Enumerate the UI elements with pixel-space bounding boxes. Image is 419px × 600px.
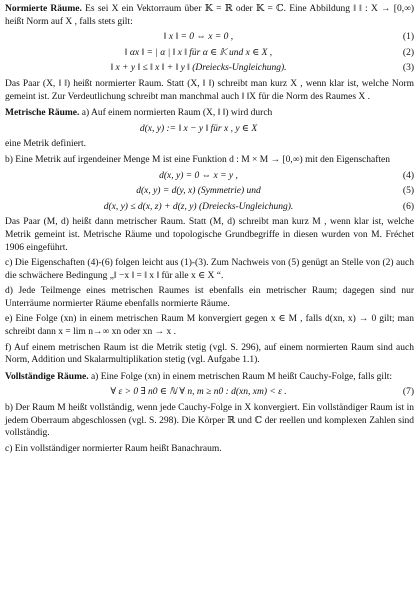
- equation-4: d(x, y) = 0 ⇔ x = y , (4): [159, 170, 414, 181]
- section-title-complete: Vollständige Räume.: [5, 371, 89, 382]
- section-title-metric: Metrische Räume.: [5, 108, 80, 119]
- metric-item-a: a) Auf einem normierten Raum (X, ‖ ‖) wird durch: [81, 108, 273, 119]
- equation-number: (4): [402, 170, 414, 181]
- section-title-normed: Normierte Räume.: [5, 4, 82, 14]
- equation-number: (6): [402, 201, 414, 212]
- metric-item-a-end: eine Metrik definiert.: [5, 139, 86, 150]
- complete-item-a: a) Eine Folge (xn) in einem metrischen Raum M heißt Cauchy-Folge, falls gilt:: [90, 371, 392, 382]
- equation-5: d(x, y) = d(y, x) (Symmetrie) und (5): [136, 186, 414, 197]
- equation-number: (2): [402, 47, 414, 58]
- normed-spaces-intro: [5, 3, 414, 28]
- equation-metric-def: d(x, y) := ‖ x − y ‖ für x , y ∈ X: [139, 123, 258, 134]
- equation-number: (7): [402, 387, 414, 398]
- normed-definition-text: Es sei X ein Vektorraum über 𝕂 = ℝ oder 𝕂 = ℂ. Eine Abbildung ‖ ‖ : X → [0,∞) heißt Norm auf X , falls stets gilt:: [5, 4, 415, 27]
- complete-item-b: b) Der Raum M heißt vollständig, wenn jede Cauchy-Folge in X konvergiert. Ein vollständiger Raum ist in jedem Oberraum abgeschlossen (vgl. S. 298). Die Körper ℝ und ℂ der reellen und komplexen Zahlen sind vollständig.: [5, 403, 414, 439]
- complete-spaces-intro: [5, 371, 414, 384]
- complete-item-c: c) Ein vollständiger normierter Raum heißt Banachraum.: [5, 443, 222, 454]
- equation-6: d(x, y) ≤ d(x, z) + d(z, y) (Dreiecks-Ungleichung). (6): [103, 201, 414, 212]
- equation-7: ∀ ε > 0 ∃ n0 ∈ ℕ ∀ n, m ≥ n0 : d(xn, xm) < ε . (7): [110, 387, 414, 398]
- metric-item-c: c) Die Eigenschaften (4)-(6) folgen leicht aus (1)-(3). Zum Nachweis von (5) genügt an Stelle von (2) auch die schwächere Bedingung „‖ −x ‖ = ‖ x ‖ für alle x ∈ X “.: [5, 258, 414, 281]
- normed-space-paragraph: Das Paar (X, ‖ ‖) heißt normierter Raum. Statt (X, ‖ ‖) schreibt man kurz X , wenn klar ist, welche Norm gemeint ist. Zur Verdeutlichung schreibt man manchmal auch ‖ ‖X für die Norm des Raumes X .: [5, 78, 414, 102]
- metric-item-b-continued: Das Paar (M, d) heißt dann metrischer Raum. Statt (M, d) schreibt man kurz M , wenn klar ist, welche Metrik gemeint ist. Metrische Räume und topologische Grundbegriffe in diesen wurden von M. Fréchet 1906 eingeführt.: [5, 217, 414, 253]
- metric-item-b: b) Eine Metrik auf irgendeiner Menge M ist eine Funktion d : M × M → [0,∞) mit den Eigenschaften: [5, 154, 391, 165]
- metric-item-f: f) Auf einem metrischen Raum ist die Metrik stetig (vgl. S. 296), auf einem normierten Raum sind auch Norm, Addition und Skalarmultiplikation stetig (vgl. Aufgabe 1.1).: [5, 342, 414, 366]
- equation-number: (5): [402, 186, 414, 197]
- metric-item-d: d) Jede Teilmenge eines metrischen Raumes ist ebenfalls ein metrischer Raum; dagegen sind nur Unterräume normierter Räume ebenfalls normierte Räume.: [5, 286, 414, 309]
- metric-item-e: e) Eine Folge (xn) in einem metrischen Raum M konvergiert gegen x ∈ M , falls d(xn, x) → 0 gilt; man schreibt dann x = lim n→∞ xn oder xn → x .: [5, 314, 414, 338]
- equation-number: (3): [402, 63, 414, 74]
- equation-1: ‖ x ‖ = 0 ⇔ x = 0 , (1): [163, 32, 414, 43]
- equation-3: ‖ x + y ‖ ≤ ‖ x ‖ + ‖ y ‖ (Dreiecks-Ungleichung). (3): [110, 63, 414, 74]
- equation-2: ‖ αx ‖ = | α | ‖ x ‖ für α ∈ 𝕂 und x ∈ X , (2): [124, 47, 414, 58]
- equation-number: (1): [402, 32, 414, 43]
- metric-spaces-intro: [5, 107, 414, 120]
